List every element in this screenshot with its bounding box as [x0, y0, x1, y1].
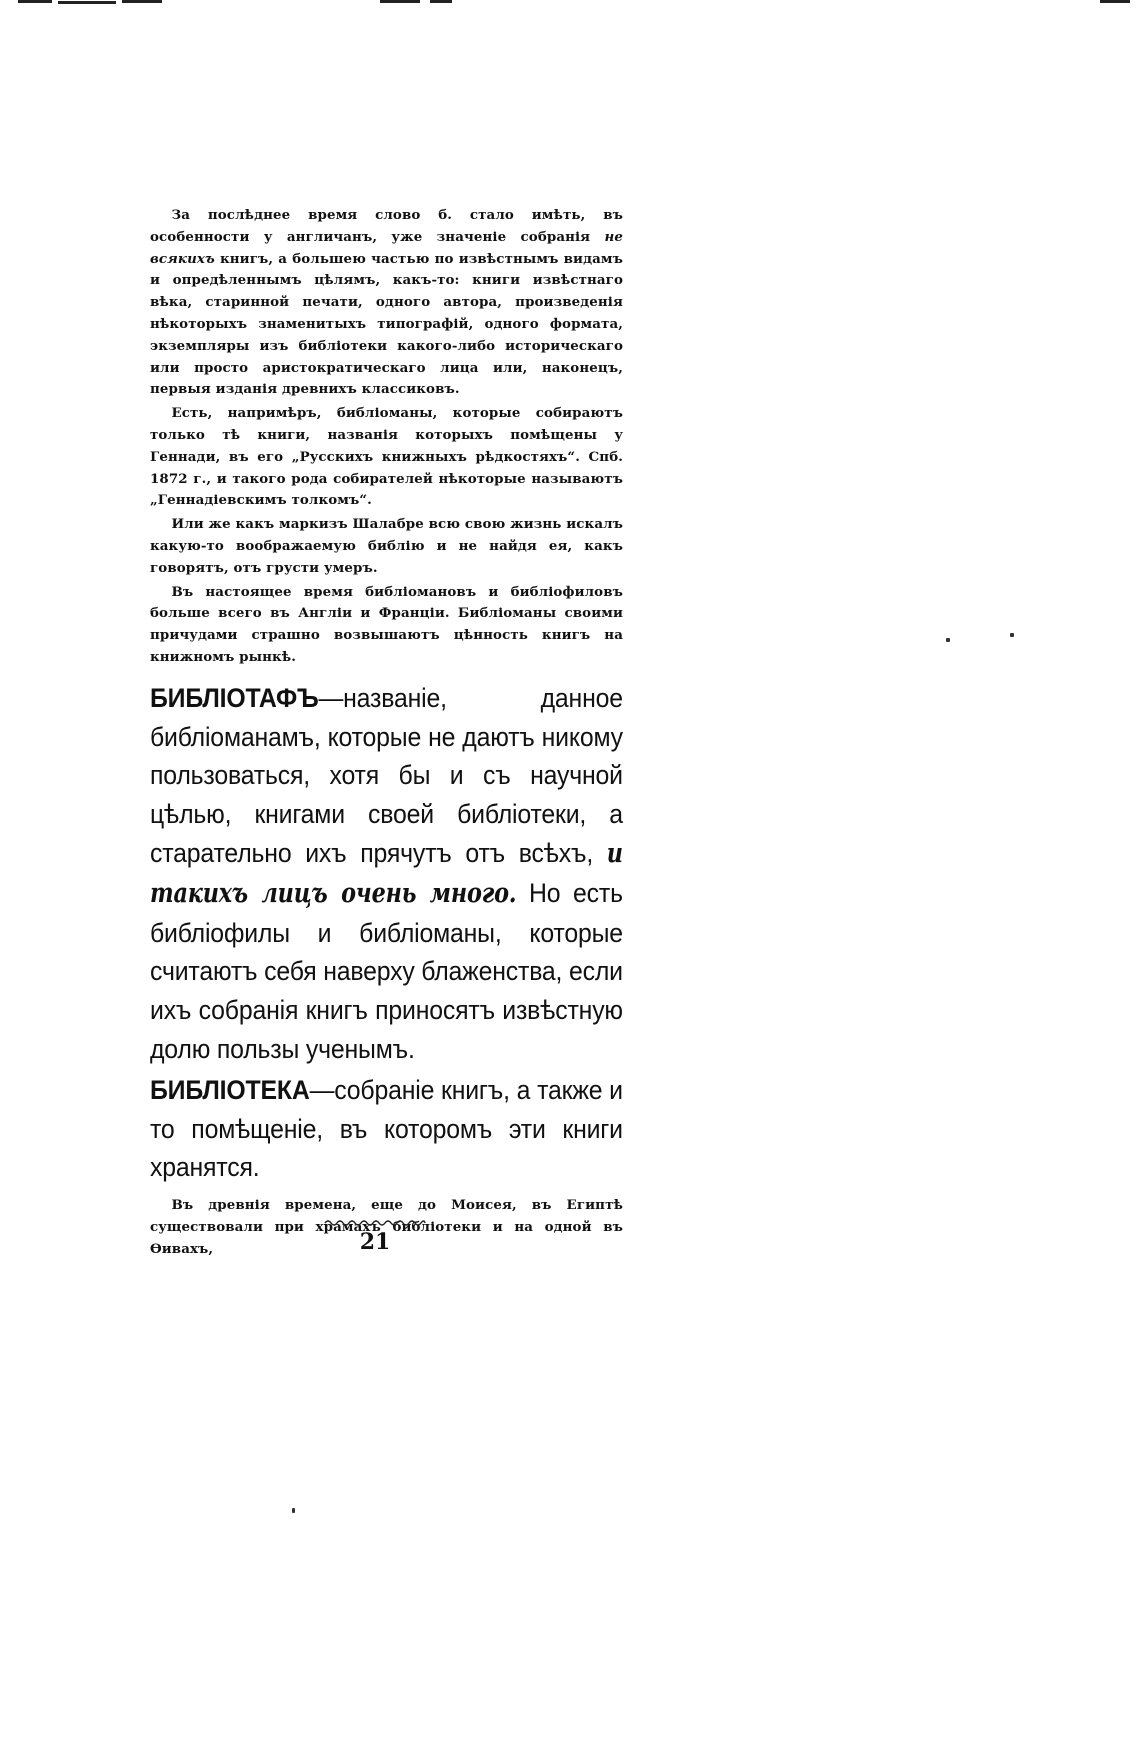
- small-paragraph-bottom: Въ древнія времена, еще до Моисея, въ Египтѣ существовали при храмахъ библіотеки и на одной въ Ѳивахъ,: [150, 1197, 623, 1257]
- small-paragraph-text: Въ настоящее время библіомановъ и библіофиловъ больше всего въ Англіи и Франціи. Библіоманы своими причудами страшно возвышаютъ цѣнность книгъ на книжномъ рынкѣ.: [150, 583, 623, 665]
- page-number: 21: [359, 1229, 391, 1255]
- small-paragraph: [150, 582, 623, 669]
- small-paragraph-text: книгъ, а большею частью по извѣстнымъ видамъ и опредѣленнымъ цѣлямъ, какъ-то: книги извѣстнаго вѣка, старинной печати, одного автора, произведенія нѣкоторыхъ знаменитыхъ типографій, одного формата, экземпляры изъ библіотеки какого-либо историческаго или просто аристократическаго лица или, наконецъ, первыя изданія древнихъ классиковъ.: [150, 250, 623, 398]
- page-footer: [320, 1217, 430, 1255]
- entry-text-bibliotaf-b: Но есть библіофилы и библіоманы, которые считаютъ себя наверху блаженства, если ихъ собранія книгъ приносятъ извѣстную долю пользы ученымъ.: [150, 877, 623, 1064]
- scan-speck: [292, 1508, 295, 1513]
- entry-term-bibliotaf: БИБЛІОТАФЪ: [150, 682, 319, 713]
- small-paragraph: [150, 205, 623, 401]
- small-paragraph-text: не всякихъ: [150, 228, 623, 267]
- small-paragraph: [150, 514, 623, 579]
- entry-text-bibliotaf-a: —названіе, данное библіоманамъ, которые не даютъ никому пользоваться, хотя бы и съ научной цѣлью, книгами своей библіотеки, а старательно ихъ прячутъ отъ всѣхъ,: [150, 682, 623, 868]
- small-paragraph-text: Есть, напримѣръ, библіоманы, которые собираютъ только тѣ книги, названія которыхъ помѣщены у Геннади, въ его „Русскихъ книжныхъ рѣдкостяхъ“. Спб. 1872 г., и такого рода собирателей нѣкоторые называютъ „Геннадіевскимъ толкомъ“.: [150, 405, 623, 509]
- entry-text-bibliotaf-emph: и такихъ лицъ очень много.: [150, 837, 623, 909]
- entry-bibliotaf: [150, 679, 623, 1069]
- small-paragraph-text: Или же какъ маркизъ Шалабре всю свою жизнь искалъ какую-то воображаемую библію и не найдя ея, какъ говорятъ, отъ грусти умеръ.: [150, 516, 624, 576]
- entry-text-biblioteka: —собраніе книгъ, а также и то помѣщеніе, въ которомъ эти книги хранятся.: [150, 1074, 623, 1183]
- small-paragraphs-top: [150, 205, 623, 669]
- scan-speck: [946, 638, 950, 642]
- scan-speck: [1010, 633, 1014, 637]
- small-paragraph-text: За послѣднее время слово б. стало имѣть, въ особенности у англичанъ, уже значеніе собранія: [150, 207, 623, 245]
- wavy-ornament-icon: [323, 1217, 427, 1227]
- entry-biblioteka: [150, 1071, 623, 1187]
- text-column: [150, 205, 623, 1260]
- small-paragraph: [150, 403, 623, 512]
- entry-term-biblioteka: БИБЛІОТЕКА: [150, 1074, 310, 1105]
- scan-edge-top: [0, 0, 1140, 6]
